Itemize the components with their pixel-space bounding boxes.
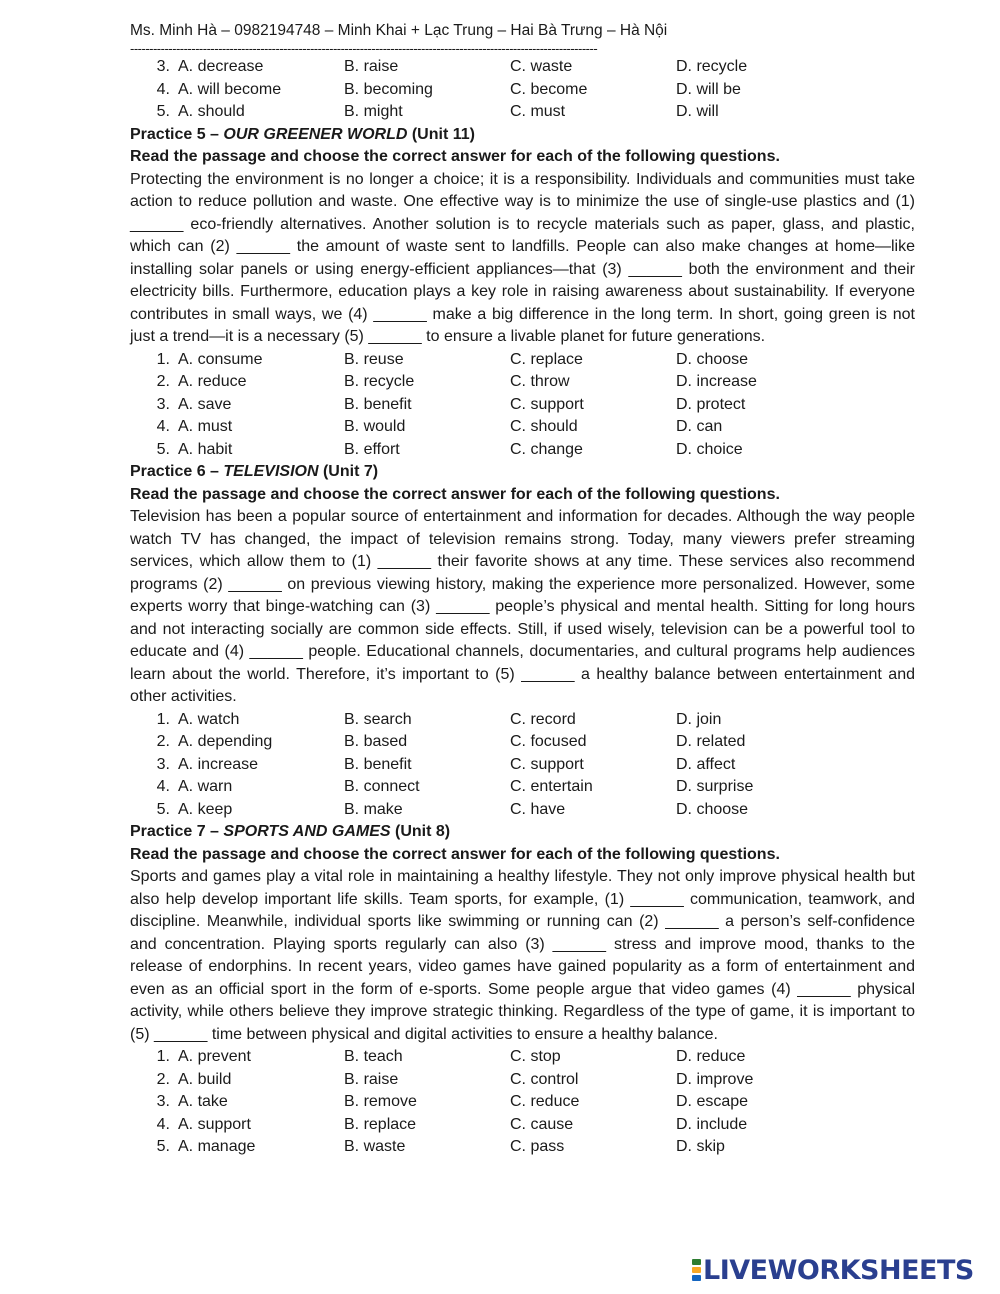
option-row: 1. A. prevent B. teach C. stop D. reduce <box>130 1046 915 1069</box>
option-row: 2. A. reduce B. recycle C. throw D. increase <box>130 371 915 394</box>
option-b[interactable]: B. replace <box>344 1115 417 1133</box>
option-d[interactable]: D. choose <box>676 800 749 818</box>
practice-5-title: Practice 5 – OUR GREENER WORLD (Unit 11) <box>130 125 475 143</box>
option-row: 2. A. build B. raise C. control D. improve <box>130 1069 915 1092</box>
option-row: 3. A. save B. benefit C. support D. protect <box>130 394 915 417</box>
option-a[interactable]: A. depending <box>178 733 273 750</box>
option-a[interactable]: A. warn <box>178 778 233 795</box>
option-a[interactable]: A. save <box>178 395 232 413</box>
option-row: 1. A. watch B. search C. record D. join <box>130 709 915 732</box>
option-c[interactable]: C. waste <box>510 58 573 75</box>
option-row: 4. A. will become B. becoming C. become D. will be <box>130 79 915 102</box>
option-d[interactable]: D. recycle <box>676 58 748 75</box>
option-b[interactable]: B. becoming <box>344 80 433 98</box>
practice-5-options <box>130 349 915 462</box>
worksheet-page <box>130 20 915 1159</box>
option-b[interactable]: B. raise <box>344 58 399 75</box>
option-a[interactable]: A. prevent <box>178 1048 251 1065</box>
option-b[interactable]: B. teach <box>344 1048 403 1065</box>
practice-7-passage: Sports and games play a vital role in maintaining a healthy lifestyle. They not only improve physical health but also help develop important life skills. Team sports, for example, (1) ______ communication, teamwork, and discipline. Meanwhile, individual sports like swimming or running can (2) ______ a person’s self-confidence and concentration. Playing sports regularly can also (3) ______ stress and improve mood, thanks to the release of endorphins. In recent years, video games have gained popularity as a form of entertainment and even as an official sport in the form of e-sports. Some people argue that video games (4) ______ physical activity, while others believe they improve strategic thinking. Regardless of the type of game, it is important to (5) ______ time between physical and digital activities to ensure a healthy balance. <box>130 868 915 1043</box>
option-c[interactable]: C. support <box>510 755 584 773</box>
option-d[interactable]: D. surprise <box>676 778 754 795</box>
option-a[interactable]: A. support <box>178 1115 251 1133</box>
option-a[interactable]: A. consume <box>178 350 263 368</box>
option-d[interactable]: D. increase <box>676 373 757 390</box>
option-row: 4. A. must B. would C. should D. can <box>130 416 915 439</box>
option-d[interactable]: D. will be <box>676 80 741 98</box>
option-a[interactable]: A. keep <box>178 800 233 818</box>
option-a[interactable]: A. should <box>178 103 245 120</box>
option-c[interactable]: C. must <box>510 103 566 120</box>
option-b[interactable]: B. make <box>344 800 403 818</box>
option-a[interactable]: A. watch <box>178 710 240 728</box>
page-header: Ms. Minh Hà – 0982194748 – Minh Khai + Lạc Trung – Hai Bà Trưng – Hà Nội <box>130 22 668 39</box>
option-c[interactable]: C. replace <box>510 350 583 368</box>
practice-6-options <box>130 709 915 822</box>
liveworksheets-logo[interactable] <box>692 1255 974 1285</box>
practice-7-title: Practice 7 – SPORTS AND GAMES (Unit 8) <box>130 823 451 840</box>
option-a[interactable]: A. must <box>178 418 233 435</box>
option-c[interactable]: C. focused <box>510 733 587 750</box>
option-b[interactable]: B. connect <box>344 778 420 795</box>
option-b[interactable]: B. waste <box>344 1138 406 1155</box>
header-divider: -------------------------------------------------------------------------------------------------------------------------- <box>130 42 598 56</box>
option-c[interactable]: C. entertain <box>510 778 593 795</box>
liveworksheets-logo-text: LIVEWORKSHEETS <box>703 1254 974 1286</box>
option-a[interactable]: A. manage <box>178 1138 256 1155</box>
option-c[interactable]: C. pass <box>510 1138 565 1155</box>
option-d[interactable]: D. join <box>676 710 722 728</box>
option-a[interactable]: A. take <box>178 1093 228 1110</box>
option-row: 5. A. keep B. make C. have D. choose <box>130 799 915 822</box>
option-c[interactable]: C. should <box>510 418 578 435</box>
practice-5-passage: Protecting the environment is no longer a choice; it is a responsibility. Individuals and communities must take action to reduce pollution and waste. One effective way is to minimize the use of single-use plastics and (1) ______ eco-friendly alternatives. Another solution is to recycle materials such as paper, glass, and plastic, which can (2) ______ the amount of waste sent to landfills. People can also make changes at home—like installing solar panels or using energy-efficient appliances—that (3) ______ both the environment and their electricity bills. Furthermore, education plays a key role in raising awareness about sustainability. If everyone contributes in small ways, we (4) ______ make a big difference in the long term. In short, going green is not just a trend—it is a necessary (5) ______ to ensure a livable planet for future generations. <box>130 170 915 345</box>
option-c[interactable]: C. support <box>510 395 584 413</box>
option-b[interactable]: B. would <box>344 418 406 435</box>
option-d[interactable]: D. will <box>676 103 719 120</box>
option-row: 3. A. take B. remove C. reduce D. escape <box>130 1091 915 1114</box>
option-row: 3. A. decrease B. raise C. waste D. recycle <box>130 56 915 79</box>
option-d[interactable]: D. include <box>676 1115 748 1133</box>
option-row: 4. A. support B. replace C. cause D. include <box>130 1114 915 1137</box>
option-d[interactable]: D. can <box>676 418 723 435</box>
option-c[interactable]: C. have <box>510 800 566 818</box>
top-options <box>130 56 915 124</box>
option-a[interactable]: A. decrease <box>178 58 264 75</box>
practice-6-passage: Television has been a popular source of entertainment and information for decades. Although the way people watch TV has changed, the impact of television remains strong. Today, many viewers prefer streaming services, which allow them to (1) ______ their favorite shows at any time. These services also recommend programs (2) ______ on previous viewing history, making the experience more personalized. However, some experts worry that binge-watching can (3) ______ people’s physical and mental health. Sitting for long hours and not interacting socially are common side effects. Still, if used wisely, television can be a powerful tool to educate and (4) ______ people. Educational channels, documentaries, and cultural programs help audiences learn about the world. Therefore, it’s important to (5) ______ a healthy balance between entertainment and other activities. <box>130 508 915 705</box>
option-a[interactable]: A. increase <box>178 755 259 773</box>
option-row: 5. A. should B. might C. must D. will <box>130 101 915 124</box>
option-d[interactable]: D. choose <box>676 350 749 368</box>
option-d[interactable]: D. escape <box>676 1093 749 1110</box>
option-c[interactable]: C. control <box>510 1070 579 1088</box>
option-a[interactable]: A. habit <box>178 440 233 458</box>
practice-5-instruction: Read the passage and choose the correct answer for each of the following questions. <box>130 148 780 165</box>
option-d[interactable]: D. choice <box>676 440 743 458</box>
option-b[interactable]: B. based <box>344 733 408 750</box>
practice-6-instruction: Read the passage and choose the correct answer for each of the following questions. <box>130 485 780 503</box>
option-c[interactable]: C. record <box>510 710 576 728</box>
option-c[interactable]: C. reduce <box>510 1093 580 1110</box>
option-b[interactable]: B. remove <box>344 1093 417 1110</box>
option-b[interactable]: B. recycle <box>344 373 415 390</box>
option-b[interactable]: B. search <box>344 710 412 728</box>
option-a[interactable]: A. reduce <box>178 373 247 390</box>
option-c[interactable]: C. cause <box>510 1115 574 1133</box>
option-c[interactable]: C. throw <box>510 373 570 390</box>
option-d[interactable]: D. reduce <box>676 1048 746 1065</box>
option-row: 5. A. manage B. waste C. pass D. skip <box>130 1136 915 1159</box>
option-row: 3. A. increase B. benefit C. support D. affect <box>130 754 915 777</box>
option-d[interactable]: D. protect <box>676 395 746 413</box>
option-b[interactable]: B. reuse <box>344 350 404 368</box>
practice-7-options <box>130 1046 915 1159</box>
option-d[interactable]: D. improve <box>676 1070 754 1088</box>
option-row: 2. A. depending B. based C. focused D. related <box>130 731 915 754</box>
option-a[interactable]: A. will become <box>178 80 282 98</box>
option-d[interactable]: D. affect <box>676 755 736 773</box>
option-c[interactable]: C. change <box>510 440 583 458</box>
option-b[interactable]: B. benefit <box>344 395 412 413</box>
option-d[interactable]: D. skip <box>676 1138 725 1155</box>
option-b[interactable]: B. raise <box>344 1070 399 1088</box>
option-row: 4. A. warn B. connect C. entertain D. surprise <box>130 776 915 799</box>
option-a[interactable]: A. build <box>178 1070 232 1088</box>
option-c[interactable]: C. become <box>510 80 588 98</box>
option-d[interactable]: D. related <box>676 733 746 750</box>
option-b[interactable]: B. benefit <box>344 755 412 773</box>
practice-7-instruction: Read the passage and choose the correct answer for each of the following questions. <box>130 845 780 863</box>
option-b[interactable]: B. might <box>344 103 403 120</box>
option-c[interactable]: C. stop <box>510 1048 561 1065</box>
option-b[interactable]: B. effort <box>344 440 400 458</box>
option-row: 1. A. consume B. reuse C. replace D. choose <box>130 349 915 372</box>
option-row: 5. A. habit B. effort C. change D. choice <box>130 439 915 462</box>
liveworksheets-logo-icon <box>692 1258 701 1282</box>
practice-6-title: Practice 6 – TELEVISION (Unit 7) <box>130 463 379 480</box>
